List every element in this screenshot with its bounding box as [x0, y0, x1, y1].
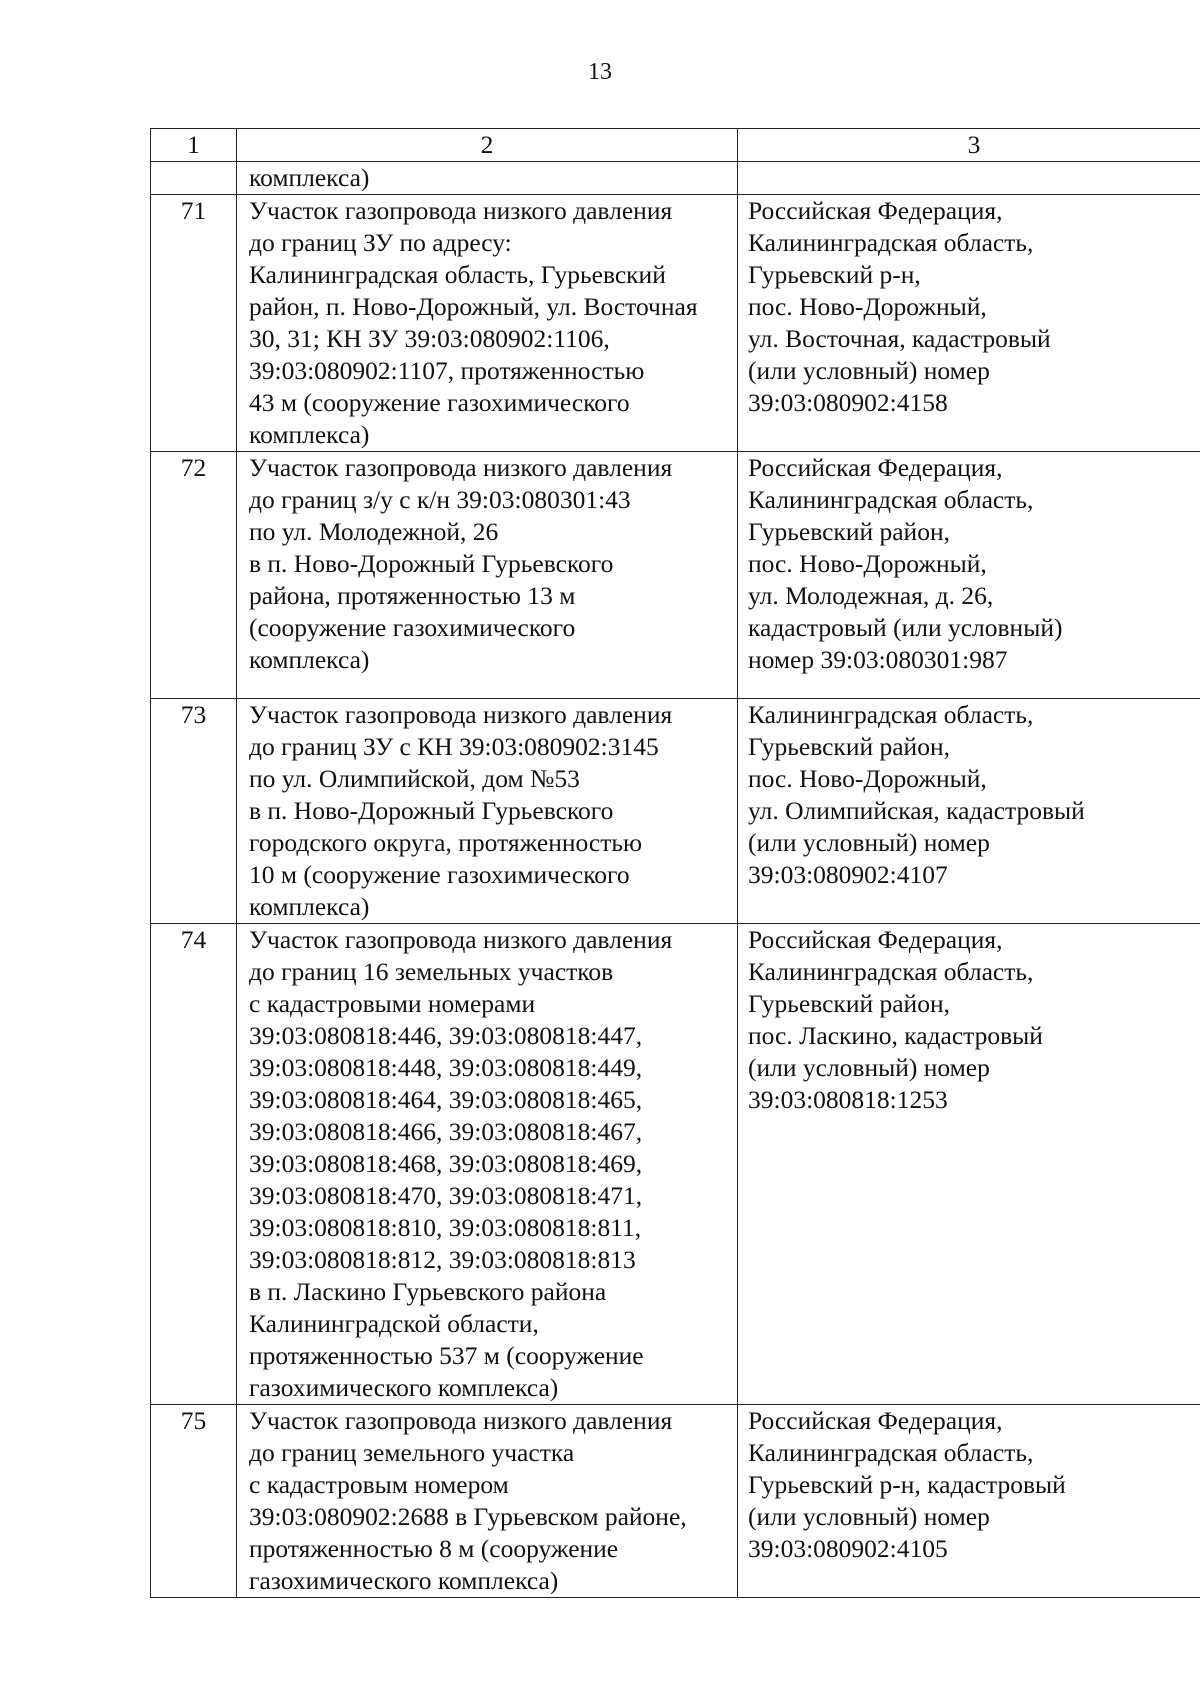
cell-text-line: (или условный) номер: [748, 1053, 990, 1082]
cell-text-line: Российская Федерация,: [748, 453, 1003, 482]
cell-text-line: район, п. Ново-Дорожный, ул. Восточная: [249, 292, 698, 321]
cell-text-line: 39:03:080818:812, 39:03:080818:813: [249, 1245, 636, 1274]
row-number: 71: [151, 195, 237, 452]
cell-text-line: в п. Ново-Дорожный Гурьевского: [249, 796, 614, 825]
cell-text-line: Калининградская область,: [748, 957, 1034, 986]
cell-text-line: Российская Федерация,: [748, 196, 1003, 225]
cell-text-line: городского округа, протяженностью: [249, 828, 643, 857]
cell-text-line: комплекса): [249, 420, 370, 449]
cell-text-line: в п. Ново-Дорожный Гурьевского: [249, 549, 614, 578]
cell-text-line: 39:03:080902:2688 в Гурьевском районе,: [249, 1502, 687, 1531]
continuation-row: [151, 162, 1200, 195]
table-row: [151, 699, 1200, 924]
cell-text-line: до границ з/у с к/н 39:03:080301:43: [249, 485, 631, 514]
cell-text-line: ул. Олимпийская, кадастровый: [748, 796, 1085, 825]
cell-text-line: Калининградская область, Гурьевский: [249, 260, 666, 289]
cell-text-line: Участок газопровода низкого давления: [249, 925, 673, 954]
cell-text-line: Участок газопровода низкого давления: [249, 700, 673, 729]
cell-text-line: протяженностью 537 м (сооружение: [249, 1341, 644, 1370]
row-number: 72: [151, 452, 237, 699]
cell-text-line: (сооружение газохимического: [249, 613, 576, 642]
cell-text-line: 39:03:080818:446, 39:03:080818:447,: [249, 1021, 643, 1050]
page-number: 13: [588, 59, 612, 85]
cell-text-line: комплекса): [249, 163, 370, 192]
cell-text-line: Участок газопровода низкого давления: [249, 1406, 673, 1435]
cell-text-line: с кадастровыми номерами: [249, 989, 536, 1018]
header-col-1: 1: [151, 129, 237, 162]
objects-table: [150, 128, 1200, 1598]
cell-text-line: комплекса): [249, 645, 370, 674]
cell-text-line: Калининградская область,: [748, 1438, 1034, 1467]
cell-text-line: 39:03:080902:4107: [748, 860, 948, 889]
cell-text-line: ул. Молодежная, д. 26,: [748, 581, 994, 610]
cell-text-line: кадастровый (или условный): [748, 613, 1063, 642]
header-col-2: 2: [237, 129, 738, 162]
cell-text-line: Гурьевский р-н,: [748, 260, 921, 289]
cell-text-line: с кадастровым номером: [249, 1470, 509, 1499]
cell-text-line: Калининградской области,: [249, 1309, 539, 1338]
cell-text-line: по ул. Олимпийской, дом №53: [249, 764, 580, 793]
object-address-cell: [738, 452, 1200, 699]
object-description-cell: [237, 195, 738, 452]
cell-text-line: пос. Ново-Дорожный,: [748, 549, 987, 578]
cell-text-line: Калининградская область,: [748, 228, 1034, 257]
continuation-address-cell: [738, 162, 1200, 195]
cell-text-line: до границ 16 земельных участков: [249, 957, 614, 986]
cell-text-line: до границ земельного участка: [249, 1438, 575, 1467]
table-row: [151, 195, 1200, 452]
object-address-cell: [738, 1405, 1200, 1598]
cell-text-line: Гурьевский р-н, кадастровый: [748, 1470, 1066, 1499]
cell-text-line: 39:03:080818:810, 39:03:080818:811,: [249, 1213, 642, 1242]
cell-text-line: 43 м (сооружение газохимического: [249, 388, 630, 417]
object-address-cell: [738, 699, 1200, 924]
cell-text-line: Участок газопровода низкого давления: [249, 196, 673, 225]
cell-text-line: Российская Федерация,: [748, 925, 1003, 954]
cell-text-line: по ул. Молодежной, 26: [249, 517, 499, 546]
continuation-description-cell: [237, 162, 738, 195]
object-description-cell: [237, 924, 738, 1405]
cell-text-line: Гурьевский район,: [748, 517, 950, 546]
cell-text-line: протяженностью 8 м (сооружение: [249, 1534, 619, 1563]
cell-text-line: номер 39:03:080301:987: [748, 645, 1008, 674]
cell-text-line: 39:03:080818:1253: [748, 1085, 948, 1114]
object-address-cell: [738, 924, 1200, 1405]
cell-text-line: района, протяженностью 13 м: [249, 581, 576, 610]
cell-text-line: в п. Ласкино Гурьевского района: [249, 1277, 607, 1306]
object-description-cell: [237, 699, 738, 924]
cell-text-line: газохимического комплекса): [249, 1373, 559, 1402]
cell-text-line: Гурьевский район,: [748, 989, 950, 1018]
cell-text-line: до границ ЗУ по адресу:: [249, 228, 512, 257]
object-description-cell: [237, 1405, 738, 1598]
row-number: 74: [151, 924, 237, 1405]
table-row: [151, 924, 1200, 1405]
cell-text-line: (или условный) номер: [748, 828, 990, 857]
cell-text-line: ул. Восточная, кадастровый: [748, 324, 1051, 353]
row-number: 73: [151, 699, 237, 924]
cell-text-line: (или условный) номер: [748, 1502, 990, 1531]
row-number: 75: [151, 1405, 237, 1598]
table-header-row: [151, 129, 1200, 162]
cell-text-line: (или условный) номер: [748, 356, 990, 385]
cell-text-line: 39:03:080902:1107, протяженностью: [249, 356, 645, 385]
object-description-cell: [237, 452, 738, 699]
cell-text-line: 30, 31; КН ЗУ 39:03:080902:1106,: [249, 324, 610, 353]
cell-text-line: 10 м (сооружение газохимического: [249, 860, 630, 889]
table-row: [151, 452, 1200, 699]
cell-text-line: Калининградская область,: [748, 485, 1034, 514]
cell-text-line: пос. Ново-Дорожный,: [748, 764, 987, 793]
cell-text-line: комплекса): [249, 892, 370, 921]
cell-text-line: Российская Федерация,: [748, 1406, 1003, 1435]
object-address-cell: [738, 195, 1200, 452]
cell-text-line: 39:03:080818:466, 39:03:080818:467,: [249, 1117, 643, 1146]
cell-text-line: 39:03:080818:464, 39:03:080818:465,: [249, 1085, 643, 1114]
cell-text-line: 39:03:080818:448, 39:03:080818:449,: [249, 1053, 643, 1082]
table-row: [151, 1405, 1200, 1598]
cell-text-line: до границ ЗУ с КН 39:03:080902:3145: [249, 732, 659, 761]
cell-text-line: 39:03:080902:4158: [748, 388, 948, 417]
cell-text-line: газохимического комплекса): [249, 1566, 559, 1595]
cell-text-line: 39:03:080818:468, 39:03:080818:469,: [249, 1149, 643, 1178]
continuation-num-cell: [151, 162, 237, 195]
cell-text-line: пос. Ласкино, кадастровый: [748, 1021, 1043, 1050]
cell-text-line: 39:03:080902:4105: [748, 1534, 948, 1563]
cell-text-line: пос. Ново-Дорожный,: [748, 292, 987, 321]
cell-text-line: Калининградская область,: [748, 700, 1034, 729]
header-col-3: 3: [738, 129, 1200, 162]
cell-text-line: Гурьевский район,: [748, 732, 950, 761]
cell-text-line: Участок газопровода низкого давления: [249, 453, 673, 482]
cell-text-line: 39:03:080818:470, 39:03:080818:471,: [249, 1181, 643, 1210]
